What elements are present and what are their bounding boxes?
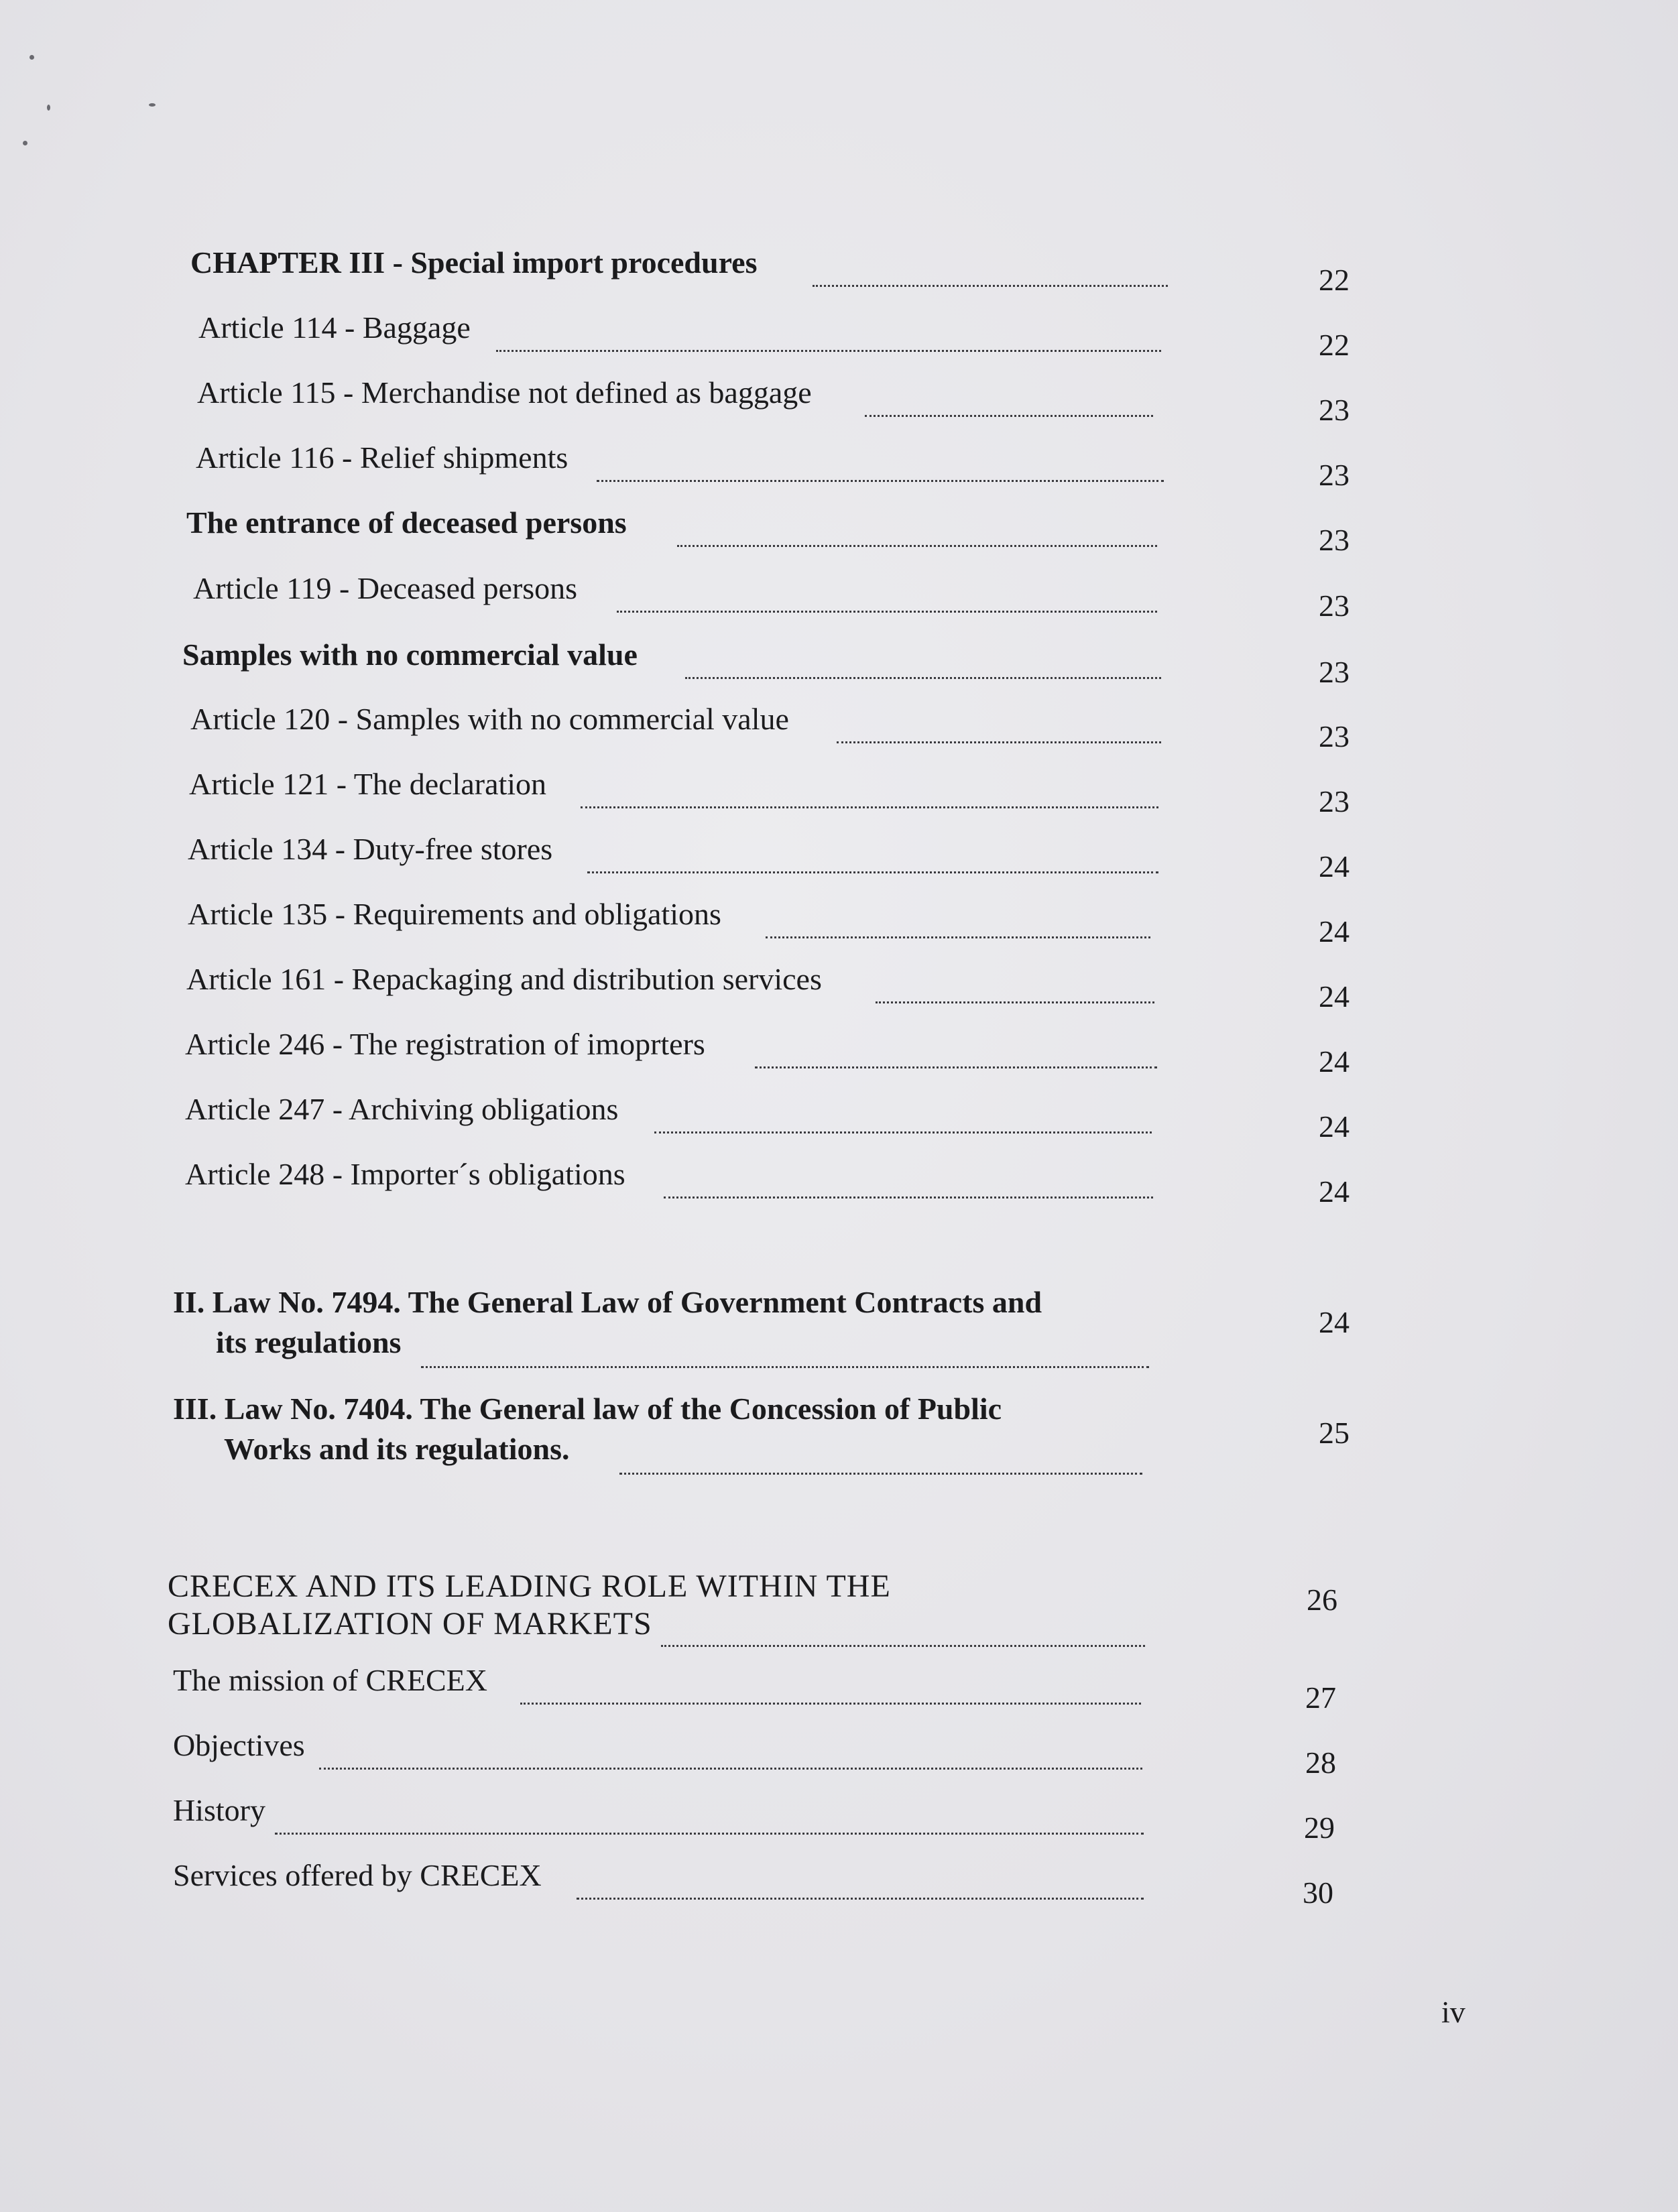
- toc-page-number: 23: [1319, 784, 1350, 818]
- toc-entry-crecex-heading[interactable]: [0, 1569, 1678, 1662]
- toc-page-number: 24: [1319, 1305, 1350, 1339]
- toc-entry-label: Article 135 - Requirements and obligations: [188, 897, 721, 931]
- toc-page-number: 22: [1319, 263, 1350, 297]
- toc-entry-label: Article 116 - Relief shipments: [196, 440, 568, 475]
- toc-entry-article-161[interactable]: [0, 961, 1678, 1015]
- toc-entry-history[interactable]: [0, 1792, 1678, 1846]
- toc-entry-article-135[interactable]: [0, 896, 1678, 950]
- toc-page-number: 24: [1319, 1109, 1350, 1144]
- dot-leader: [837, 741, 1161, 743]
- dot-leader: [876, 1001, 1154, 1003]
- toc-page-number: 23: [1319, 393, 1350, 427]
- toc-page-number: 23: [1319, 458, 1350, 492]
- toc-entry-law-7494[interactable]: [0, 1284, 1678, 1378]
- dot-leader: [587, 871, 1158, 873]
- toc-entry-samples-heading[interactable]: [0, 637, 1678, 690]
- toc-entry-label-continued: its regulations: [216, 1325, 402, 1359]
- toc-page-number: 29: [1304, 1810, 1335, 1845]
- dot-leader: [654, 1131, 1152, 1133]
- dot-leader: [421, 1366, 1149, 1368]
- toc-entry-article-121[interactable]: [0, 766, 1678, 820]
- toc-entry-label: History: [173, 1793, 265, 1827]
- toc-entry-label: Article 114 - Baggage: [198, 310, 471, 345]
- toc-page-number: 27: [1305, 1680, 1336, 1715]
- toc-entry-mission[interactable]: [0, 1662, 1678, 1716]
- toc-entry-label: Article 246 - The registration of imoprters: [185, 1027, 705, 1061]
- toc-entry-chapter-iii[interactable]: [0, 245, 1678, 298]
- toc-page-number: 22: [1319, 328, 1350, 362]
- toc-entry-label: Article 134 - Duty-free stores: [188, 832, 553, 866]
- toc-entry-objectives[interactable]: [0, 1727, 1678, 1781]
- toc-entry-label: Article 248 - Importer´s obligations: [185, 1157, 625, 1191]
- toc-entry-label: Article 161 - Repackaging and distribution services: [186, 962, 822, 996]
- toc-page-number: 24: [1319, 914, 1350, 948]
- toc-entry-label: The mission of CRECEX: [173, 1663, 487, 1697]
- toc-entry-label: Services offered by CRECEX: [173, 1858, 542, 1892]
- dot-leader: [581, 806, 1158, 808]
- dot-leader: [617, 611, 1157, 613]
- toc-entry-label: II. Law No. 7494. The General Law of Government Contracts and: [173, 1285, 1042, 1319]
- toc-page-number: 28: [1305, 1745, 1336, 1780]
- toc-page-number: 24: [1319, 849, 1350, 883]
- dot-leader: [685, 677, 1161, 679]
- toc-entry-article-114[interactable]: [0, 310, 1678, 363]
- toc-page-number: 25: [1319, 1416, 1350, 1450]
- toc-page-number: 23: [1319, 589, 1350, 623]
- toc-entry-label-continued: Works and its regulations.: [224, 1432, 570, 1466]
- toc-entry-label: Objectives: [173, 1728, 305, 1762]
- toc-entry-article-119[interactable]: [0, 570, 1678, 624]
- toc-entry-label: Article 119 - Deceased persons: [193, 571, 578, 605]
- dot-leader: [496, 350, 1161, 352]
- dot-leader: [619, 1473, 1142, 1475]
- dot-leader: [597, 480, 1164, 482]
- dot-leader: [664, 1196, 1153, 1199]
- toc-entry-article-247[interactable]: [0, 1091, 1678, 1145]
- toc-entry-label-continued: GLOBALIZATION OF MARKETS: [168, 1606, 652, 1642]
- toc-entry-label: CHAPTER III - Special import procedures: [190, 245, 758, 280]
- toc-page-number: 24: [1319, 1044, 1350, 1079]
- toc-entry-article-134[interactable]: [0, 831, 1678, 885]
- toc-entry-label: Article 120 - Samples with no commercial value: [190, 702, 789, 736]
- dot-leader: [813, 285, 1168, 287]
- toc-entry-article-115[interactable]: [0, 375, 1678, 428]
- toc-entry-label: Article 247 - Archiving obligations: [185, 1092, 619, 1126]
- toc-entry-article-248[interactable]: [0, 1156, 1678, 1210]
- toc-entry-label: Article 115 - Merchandise not defined as baggage: [197, 375, 812, 410]
- dot-leader: [677, 545, 1157, 547]
- toc-entry-label: CRECEX AND ITS LEADING ROLE WITHIN THE: [168, 1569, 891, 1604]
- toc-entry-label: Samples with no commercial value: [182, 637, 638, 672]
- toc-page-number: 24: [1319, 1174, 1350, 1209]
- toc-entry-article-116[interactable]: [0, 440, 1678, 493]
- dot-leader: [755, 1066, 1157, 1068]
- page-folio: iv: [1441, 1995, 1465, 2029]
- toc-page-number: 23: [1319, 655, 1350, 689]
- toc-page-number: 26: [1307, 1583, 1337, 1617]
- toc-entry-deceased-persons-heading[interactable]: [0, 505, 1678, 558]
- toc-entry-label: Article 121 - The declaration: [189, 767, 547, 801]
- toc-entry-label: III. Law No. 7404. The General law of the Concession of Public: [173, 1392, 1002, 1426]
- dot-leader: [865, 415, 1153, 417]
- dot-leader: [661, 1645, 1145, 1647]
- dot-leader: [577, 1898, 1144, 1900]
- toc-entry-article-246[interactable]: [0, 1026, 1678, 1080]
- dot-leader: [766, 936, 1150, 938]
- toc-page-number: 24: [1319, 979, 1350, 1013]
- dot-leader: [319, 1768, 1142, 1770]
- toc-entry-services[interactable]: [0, 1857, 1678, 1911]
- dot-leader: [275, 1833, 1144, 1835]
- toc-page-number: 23: [1319, 719, 1350, 753]
- toc-entry-article-120[interactable]: [0, 701, 1678, 755]
- toc-entry-law-7404[interactable]: [0, 1391, 1678, 1485]
- toc-page-number: 23: [1319, 523, 1350, 557]
- toc-page-number: 30: [1303, 1876, 1333, 1910]
- dot-leader: [520, 1703, 1141, 1705]
- toc-entry-label: The entrance of deceased persons: [186, 505, 627, 540]
